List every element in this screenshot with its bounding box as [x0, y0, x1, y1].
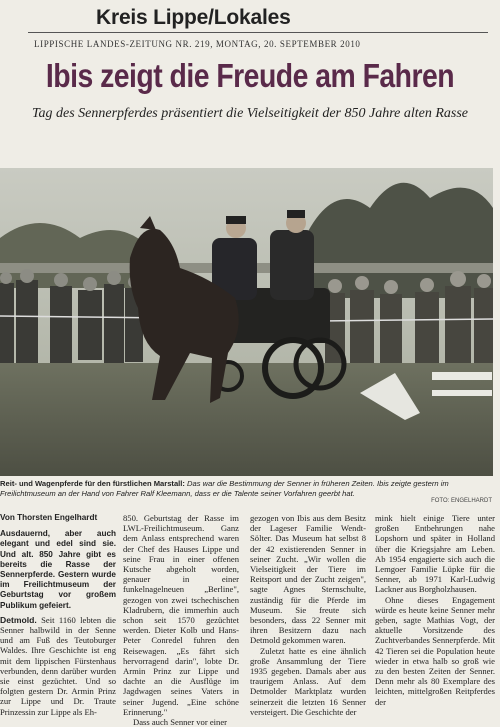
- col3-body-2: Zuletzt hatte es eine ähnlich große Ansammlung der Tiere 1935 gegeben. Damals aber aus traurigem Anlass. Auf dem Detmolder Marktplatz wurden seinerzeit die letzten 16 Senner versteigert. Die Geschichte der: [250, 645, 366, 717]
- author-byline: Von Thorsten Engelhardt: [0, 513, 98, 522]
- article-column-1: [0, 513, 116, 717]
- col4-body-2: Ohne dieses Engagement würde es heute keine Senner mehr geben, sagte Mathias Vogt, der aktuelle Vorsitzende des Zuchtverbandes Sennerpferde. Mit 42 Tieren sei die Population heute wieder in etwa halb so groß wie zu den besten Zeiten der Senner. Denn mehr als 80 Exemplare des leichten, mittelgroßen Reitpferdes der: [375, 594, 495, 707]
- subheadline: Tag des Sennerpferdes präsentiert die Vielseitigkeit der 850 Jahre alten Rasse: [32, 106, 468, 121]
- masthead: LIPPISCHE LANDES-ZEITUNG NR. 219, MONTAG, 20. SEPTEMBER 2010: [34, 39, 361, 49]
- article-column-2: [123, 513, 239, 727]
- col2-body-2: Dass auch Senner vor einer: [133, 717, 228, 727]
- article-lead: Ausdauernd, aber auch elegant und edel sind sie. Und alt. 850 Jahre gibt es bereits die Rasse der Sennerpferde. Gestern wurde im Freilichtmuseum der Geburtstag vor großem Publikum gefeiert.: [0, 529, 116, 610]
- article-column-3: [250, 513, 366, 717]
- article-paragraph: [0, 615, 116, 717]
- article-photo: [0, 168, 493, 476]
- col2-body: 850. Geburtstag der Rasse im LWL-Freilichtmuseum. Ganz dem Anlass entsprechend waren der Chef des Hauses Lippe und seine Frau in einer offenen Kutsche abgeholt worden, genauer in einer funkelnagelneuen „Berline", gezogen von zwei tschechischen Kladrubern, die immerhin auch schon seit 1570 gezüchtet werden. Dieter Kolb und Hans-Peter Conredel fuhren den Reisewagen. „Es fährt sich hervorragend darin", lobte Dr. Armin Prinz zur Lippe und dachte an die Ausflüge im Jagdwagen seines Vaters in seiner Jugend. „Eine schöne Erinnerung.": [123, 513, 239, 717]
- photo-caption: [0, 479, 493, 499]
- caption-bold: Reit- und Wagenpferde für den fürstlichen Marstall:: [0, 479, 185, 488]
- article-column-4: [375, 513, 495, 707]
- photo-credit: FOTO: ENGELHARDT: [431, 498, 492, 504]
- caption-text: Das war die Bestimmung der Senner in früheren Zeiten. Ibis zeigte gestern im Freilichtmuseum an der Hand von Fahrer Ralf Kleemann, dass er die Talente seiner Vorfahren geerbt hat.: [0, 479, 449, 498]
- dateline: Detmold.: [0, 614, 37, 625]
- headline: Ibis zeigt die Freude am Fahren: [45, 57, 455, 94]
- top-rule: [28, 32, 488, 33]
- col1-body: Seit 1160 lebten die Senner halbwild in der Senne und am Fuß des Teutoburger Waldes. Ihre Geschichte ist eng mit dem lippischen Fürstenhaus verbunden, denn darüber wurden sie einst gezüchtet. Und so folgten gestern Dr. Armin Prinz zur Lippe und Dr. Traute Prinzessin zur Lippe als Eh-: [0, 614, 116, 717]
- section-title: Kreis Lippe/Lokales: [96, 6, 291, 29]
- col3-body: gezogen von Ibis aus dem Besitz der Lageser Familie Wendt-Sölter. Das Museum hat selbst 8 der 42 existierenden Senner in seiner Zucht. „Wir wollen die Vielseitigkeit der Tiere im Reitsport und der Zucht zeigen", sagte Agnes Sternschulte, zuständig für die Pferde im Museum. Sie freute sich besonders, dass 22 Senner mit ihren Besitzern dazu nach Detmold gekommen waren.: [250, 513, 366, 646]
- col4-body: mink hielt einige Tiere unter großen Entbehrungen nahe Lopshorn und später in Holland über die Kriegsjahre am Leben. Ab 1954 engagierte sich auch die Lemgoer Familie Lüpke für die Senner, ab 1971 Karl-Ludwig Lackner aus Borgholzhausen.: [375, 513, 495, 595]
